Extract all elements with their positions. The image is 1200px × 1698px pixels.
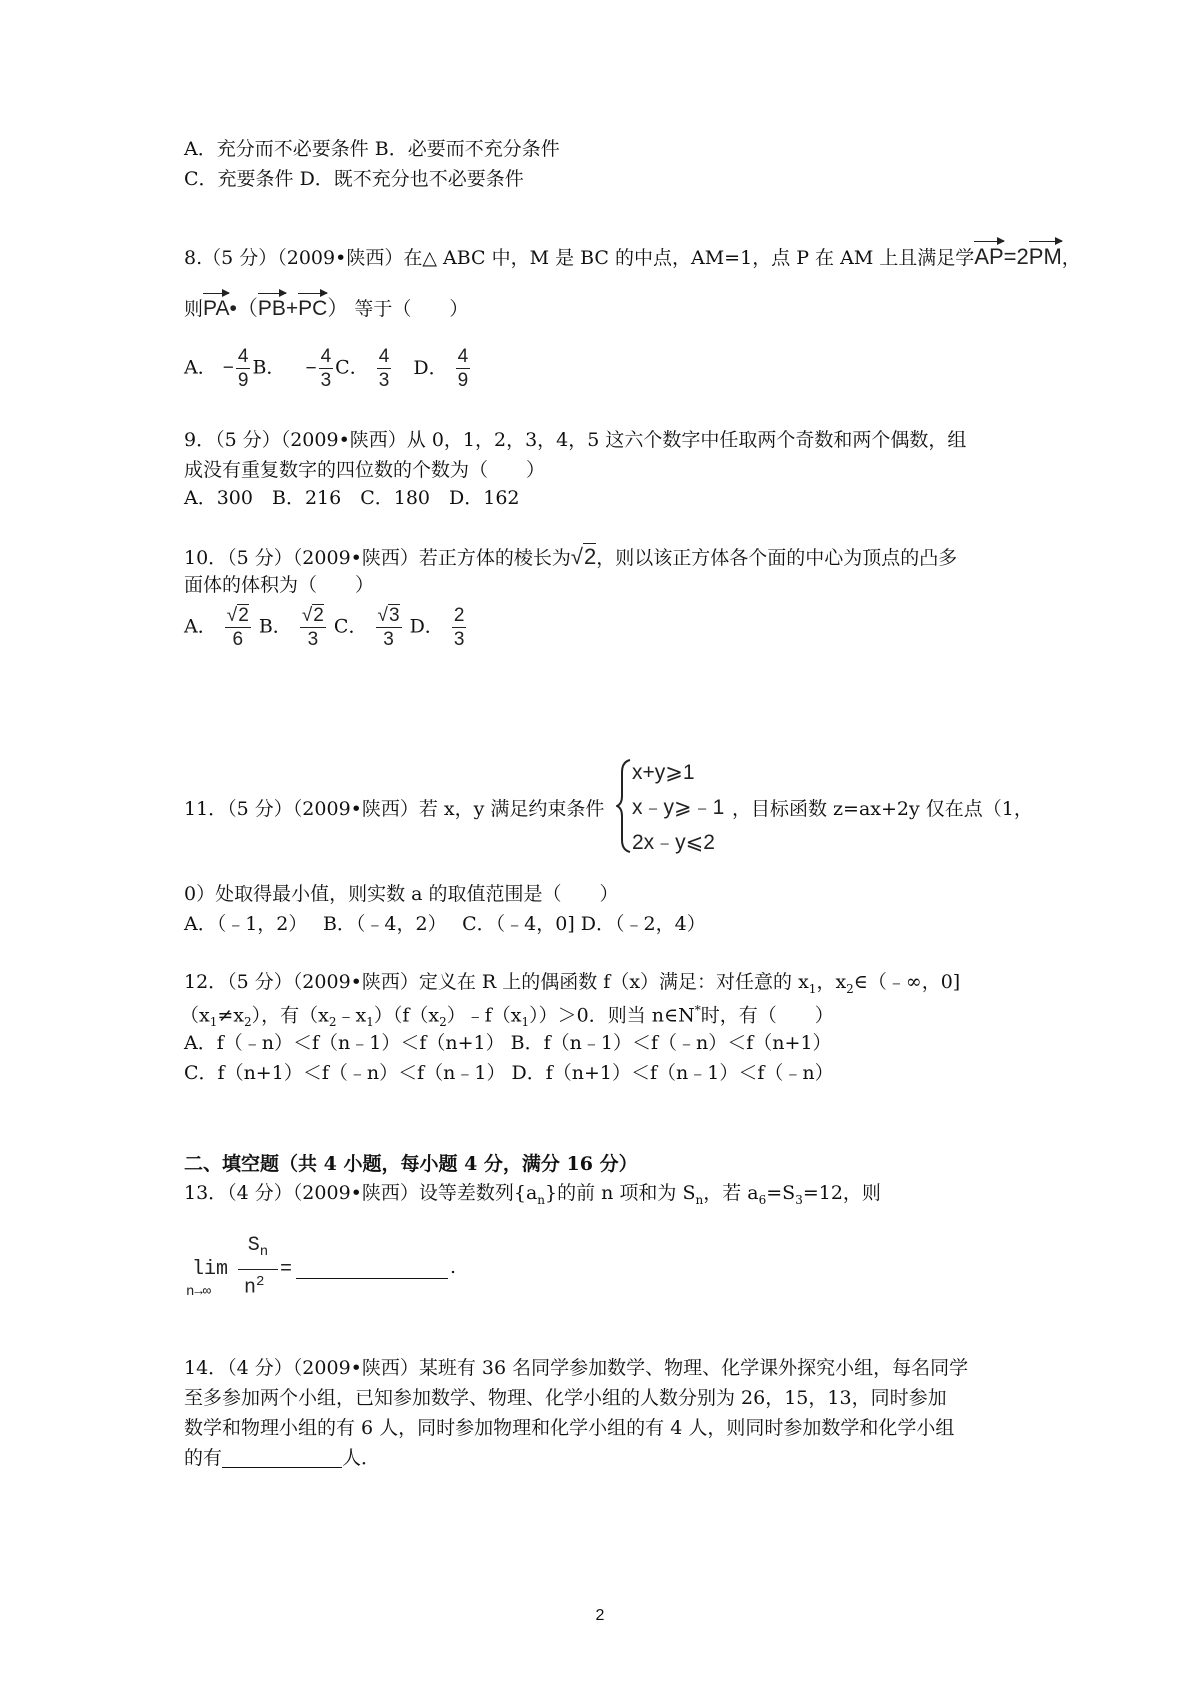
frac-den-sup: 2 (256, 1274, 265, 1290)
frac-num-s: S (247, 1234, 260, 1257)
q10-option-c-fraction: $\frac{√3}{3}$ (377, 605, 400, 650)
constraint-3: 2x﹣y⩽2 (632, 831, 715, 854)
q12-l2-s4: 1 (366, 1015, 374, 1030)
vector-ap: AP (974, 244, 1004, 269)
q10-options (184, 606, 468, 649)
q8-c-den: 3 (378, 370, 390, 391)
q8-d-num: 4 (457, 346, 469, 367)
q8-option-d-fraction (456, 347, 471, 390)
vector-pa: PA (203, 297, 230, 320)
q13-l1-s3: 6 (758, 1192, 767, 1207)
vector-pc: PC (298, 297, 328, 320)
q8-option-b-sign: − (305, 357, 317, 379)
q8-options (184, 347, 472, 390)
q10-option-d-fraction (452, 606, 467, 649)
q12-l1-a: 12．（5 分）（2009•陕西）定义在 R 上的偶函数 f（x）满足：对任意的 x (184, 971, 809, 993)
q13-l1-s2: n (695, 1192, 704, 1207)
constraint-1: x+y⩾1 (632, 761, 695, 784)
constraint-2: x﹣y⩾﹣1 (632, 796, 725, 819)
q14-l4-pre: 的有 (184, 1447, 223, 1469)
q14-line-3: 数学和物理小组的有 6 人，同时参加物理和化学小组的有 4 人，则同时参加数学和化学小组 (184, 1417, 955, 1439)
q12-l2-d: ﹣x (336, 1004, 367, 1027)
q11-stem-end: ，目标函数 z=ax+2y 仅在点（1， (732, 798, 1033, 820)
q8-c-num: 4 (378, 346, 390, 367)
q13-line-1 (184, 1184, 881, 1206)
section-2-heading: 二、填空题（共 4 小题，每小题 4 分，满分 16 分） (184, 1153, 638, 1175)
q7-options-line-2: C．充要条件 D．既不充分也不必要条件 (184, 168, 524, 190)
q10-radicand: 2 (583, 544, 597, 569)
q12-l1-b: ，x (816, 971, 847, 993)
q12-l2-s2: 2 (244, 1015, 252, 1030)
q10-b-num: 2 (313, 605, 324, 626)
q9-options: A．300 B．216 C．180 D．162 (184, 487, 520, 509)
q10-line-2: 面体的体积为（ ） (184, 574, 375, 596)
q12-options-1: A．f（﹣n）＜f（n﹣1）＜f（n+1） B．f（n﹣1）＜f（﹣n）＜f（n+1） (184, 1032, 832, 1054)
q14-answer-blank (222, 1449, 342, 1468)
q13-l1-s1: n (537, 1192, 546, 1207)
q8-comma: ， (1061, 247, 1081, 269)
q8-option-b-fraction (319, 347, 334, 390)
lim-text: lim (192, 1258, 229, 1281)
limit-fraction-denominator (244, 1274, 264, 1300)
q12-l2-e: ）（f（x (373, 1004, 440, 1027)
q12-l2-b: ≠x (217, 1004, 244, 1027)
q10-option-a-fraction: $\frac{√2}{6}$ (226, 605, 249, 650)
q11-options: A．（﹣1，2） B．（﹣4，2） C．（﹣4，0] D．（﹣2，4） (184, 913, 706, 935)
q8-option-c-fraction (377, 347, 392, 390)
q12-l2-f: ）﹣f（x (446, 1004, 522, 1027)
q12-l2-h: 时，有（ ） (700, 1004, 834, 1027)
limit-equals: = (280, 1258, 293, 1281)
q12-l2-g: ））＞0．则当 n∈N (529, 1004, 695, 1027)
q13-l1-a: 13．（4 分）（2009•陕西）设等差数列{a (184, 1182, 538, 1204)
q12-line-1 (184, 973, 960, 995)
q12-l2-a: （x (180, 1004, 210, 1027)
vector-pm: PM (1028, 244, 1062, 269)
q12-l1-c: ∈（﹣∞，0] (853, 971, 961, 993)
q8-stem-text: 8.（5 分）（2009•陕西）在△ ABC 中，M 是 BC 的中点，AM=1，点 P 在 AM 上且满足学 (184, 247, 975, 269)
q10-d-den: 3 (453, 629, 465, 650)
q8-option-b-label: B． (252, 356, 286, 379)
q12-l2-c: ），有（x (251, 1004, 329, 1027)
q8-option-a-sign: − (222, 357, 234, 379)
q10-line-1 (184, 546, 957, 568)
q10-option-b-label: B． (258, 615, 292, 638)
q8-b-den: 3 (320, 370, 332, 391)
q13-l1-d: =S (766, 1182, 796, 1204)
q12-l1-sub2: 2 (846, 981, 854, 996)
q11-line-2: 0）处取得最小值，则实数 a 的取值范围是（ ） (184, 883, 619, 905)
q7-options-line-1: A．充分而不必要条件 B．必要而不充分条件 (184, 138, 560, 160)
q13-period: . (450, 1256, 457, 1278)
q8-expression (184, 298, 468, 319)
q8-vector-equation (974, 244, 1061, 269)
q10-stem: 10．（5 分）（2009•陕西）若正方体的棱长为 (184, 547, 571, 569)
q8-option-a-label: A． (184, 356, 217, 379)
lim-subscript: n→∞ (186, 1284, 212, 1300)
q8-a-num: 4 (237, 346, 249, 367)
q8-a-den: 9 (237, 370, 249, 391)
limit-fraction-bar (238, 1269, 278, 1270)
q9-line-2: 成没有重复数字的四位数的个数为（ ） (184, 459, 546, 481)
q10-a-num: 2 (238, 605, 249, 626)
constraint-brace (616, 758, 632, 854)
q10-stem-end: ，则以该正方体各个面的中心为顶点的凸多 (596, 547, 958, 569)
page-number: 2 (595, 1607, 605, 1624)
q8-close: ） (327, 297, 349, 320)
q8-option-c-label: C． (335, 356, 369, 379)
q12-l2-sup: * (694, 1003, 701, 1017)
q8-d-den: 9 (457, 370, 469, 391)
q8-stem (184, 246, 1081, 268)
q12-options-2: C．f（n+1）＜f（﹣n）＜f（n﹣1） D．f（n+1）＜f（n﹣1）＜f（﹣n） (184, 1062, 834, 1084)
q12-l2-s1: 1 (209, 1015, 218, 1030)
frac-num-sub: n (259, 1244, 269, 1260)
q8-b-num: 4 (320, 346, 332, 367)
q13-l1-b: }的前 n 项和为 S (545, 1182, 696, 1204)
q12-line-2 (180, 1004, 834, 1028)
q10-c-num: 3 (388, 605, 400, 626)
q8-eq-2: =2 (1003, 244, 1029, 269)
q13-l1-s4: 3 (795, 1192, 803, 1207)
q14-line-4 (184, 1449, 380, 1468)
q8-dot-product (203, 297, 348, 320)
q12-l1-sub1: 1 (808, 981, 817, 996)
q10-option-d-label: D． (409, 615, 444, 638)
q13-limit-expression (186, 1232, 446, 1306)
q8-option-d-label: D． (413, 356, 448, 379)
q13-l1-c: ，若 a (703, 1182, 759, 1204)
q10-c-den: 3 (383, 629, 394, 650)
q8-dot: •（ (229, 297, 258, 320)
vector-pb: PB (257, 297, 286, 320)
q13-l1-e: =12，则 (802, 1182, 881, 1204)
q8-equals-blank: 等于（ ） (354, 298, 469, 320)
q10-a-den: 6 (232, 629, 244, 650)
limit-fraction-numerator (238, 1234, 278, 1260)
q14-line-1: 14．（4 分）（2009•陕西）某班有 36 名同学参加数学、物理、化学课外探究小组，每名同学 (184, 1357, 969, 1379)
q11-stem: 11．（5 分）（2009•陕西）若 x，y 满足约束条件 (184, 798, 605, 820)
q10-d-num: 2 (453, 605, 465, 626)
q12-l2-s6: 1 (521, 1015, 530, 1030)
frac-den-n: n (244, 1276, 257, 1300)
q8-then: 则 (184, 298, 204, 320)
q8-option-a-fraction (236, 347, 251, 390)
q10-b-den: 3 (307, 629, 319, 650)
q8-plus: + (285, 297, 299, 320)
q10-sqrt: √2 (570, 544, 597, 569)
q14-line-2: 至多参加两个小组，已知参加数学、物理、化学小组的人数分别为 26，15，13，同时参加 (184, 1387, 947, 1409)
q14-l4-post: 人． (342, 1447, 381, 1469)
q9-line-1: 9．（5 分）（2009•陕西）从 0，1，2，3，4，5 这六个数字中任取两个奇数和两个偶数，组 (184, 429, 967, 451)
q10-option-a-label: A． (184, 615, 217, 638)
q12-l2-s3: 2 (328, 1015, 337, 1030)
q12-l2-s5: 2 (439, 1015, 447, 1030)
q10-option-c-label: C． (333, 615, 368, 638)
q10-option-b-fraction: $\frac{√2}{3}$ (301, 605, 324, 650)
q13-answer-blank (296, 1260, 448, 1279)
